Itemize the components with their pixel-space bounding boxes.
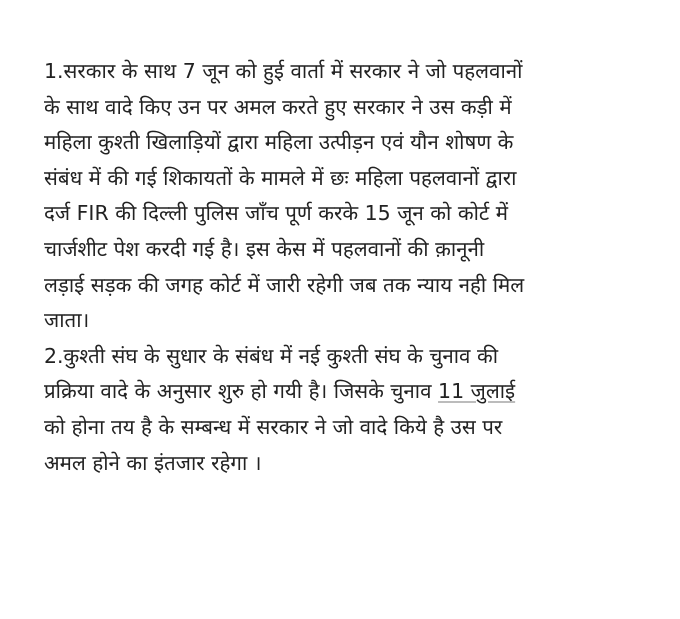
paragraph-line: दर्ज FIR की दिल्ली पुलिस जाँच पूर्ण करके 15 जून को कोर्ट में: [44, 201, 509, 226]
paragraph-line: अमल होने का इंतजार रहेगा ।: [44, 450, 262, 475]
paragraph-line: महिला कुश्ती खिलाड़ियों द्वारा महिला उत्पीड़न एवं यौन शोषण के: [44, 130, 514, 155]
paragraph-line: लड़ाई सड़क की जगह कोर्ट में जारी रहेगी जब तक न्याय नही मिल: [44, 272, 525, 297]
paragraph-line: 1.सरकार के साथ 7 जून को हुई वार्ता में सरकार ने जो पहलवानों: [44, 59, 523, 83]
paragraph-line: [44, 374, 644, 410]
paragraph-line: संबंध में की गई शिकायतों के मामले में छः महिला पहलवानों द्वारा: [44, 165, 517, 190]
paragraph-line-text: प्रक्रिया वादे के अनुसार शुरु हो गयी है। जिसके चुनाव: [44, 379, 439, 404]
paragraph-line: 2.कुश्ती संघ के सुधार के संबंध में नई कुश्ती संघ के चुनाव की: [44, 343, 499, 368]
date-link[interactable]: 11 जुलाई: [438, 379, 516, 404]
paragraph-line: को होना तय है के सम्बन्ध में सरकार ने जो वादे किये है उस पर: [44, 414, 503, 439]
document-body: [44, 54, 644, 481]
paragraph-1: [44, 54, 644, 339]
paragraph-line: जाता।: [44, 308, 90, 333]
paragraph-line: के साथ वादे किए उन पर अमल करते हुए सरकार ने उस कड़ी में: [44, 94, 512, 119]
paragraph-2: [44, 339, 644, 481]
paragraph-line: चार्जशीट पेश करदी गई है। इस केस में पहलवानों की क़ानूनी: [44, 236, 485, 261]
